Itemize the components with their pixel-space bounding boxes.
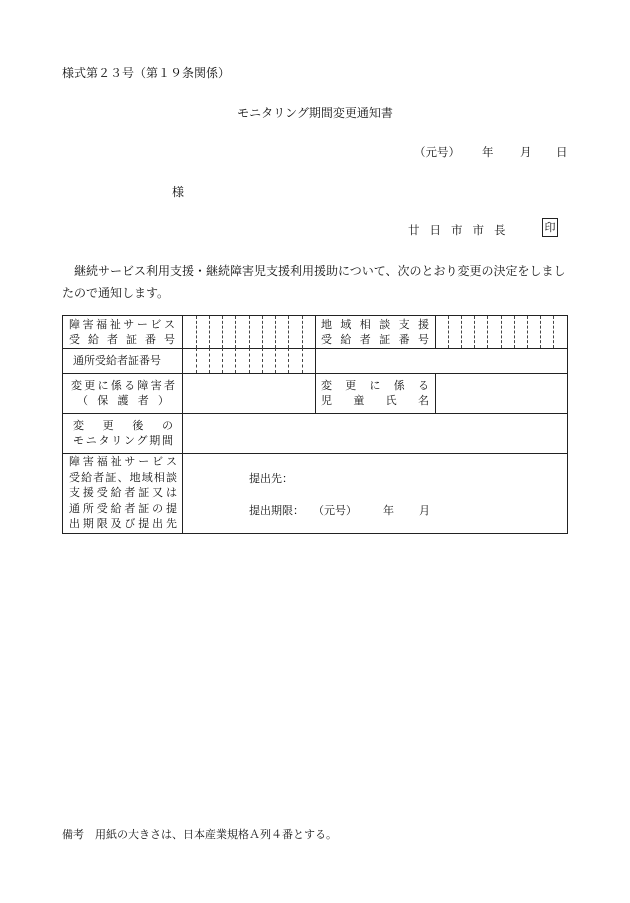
deadline-era: （元号） — [313, 504, 357, 517]
notification-table — [62, 315, 568, 534]
date-day: 日 — [556, 145, 568, 159]
date-era: （元号） — [414, 145, 460, 159]
submit-to-label: 提出先： — [249, 472, 293, 485]
notice-body-text: 継続サービス利用支援・継続障害児支援利用援助について、次のとおり変更の決定をしましたので通知します。 — [62, 264, 566, 300]
seal-mark: 印 — [542, 218, 558, 237]
addressee-suffix: 様 — [172, 185, 185, 199]
date-year: 年 — [482, 145, 494, 159]
child-name-label: 変更に係る 児童氏名 — [321, 379, 429, 407]
submission-label: 障害福祉サービス 受給者証、地域相談 支援受給者証又は 通所受給者証の提 出期限及び提出先 — [69, 455, 177, 531]
issuer-name: 廿日市市長 — [408, 223, 516, 237]
deadline-month: 月 — [419, 504, 430, 517]
monitoring-period-label: 変更後の モニタリング期間 — [73, 419, 173, 447]
daycare-cert-label: 通所受給者証番号 — [73, 354, 161, 367]
community-cert-label: 地域相談支援 受給者証番号 — [321, 318, 429, 346]
deadline-year: 年 — [383, 504, 394, 517]
footnote: 備考 用紙の大きさは、日本産業規格Ａ列４番とする。 — [62, 828, 337, 841]
form-number: 様式第２３号（第１９条関係） — [62, 66, 231, 80]
disability-cert-label: 障害福祉サービス 受給者証番号 — [69, 318, 175, 346]
date-month: 月 — [520, 145, 532, 159]
deadline-label: 提出期限： — [249, 504, 304, 517]
guardian-label: 変更に係る障害者 （保護者） — [71, 379, 175, 407]
document-title: モニタリング期間変更通知書 — [237, 106, 393, 120]
